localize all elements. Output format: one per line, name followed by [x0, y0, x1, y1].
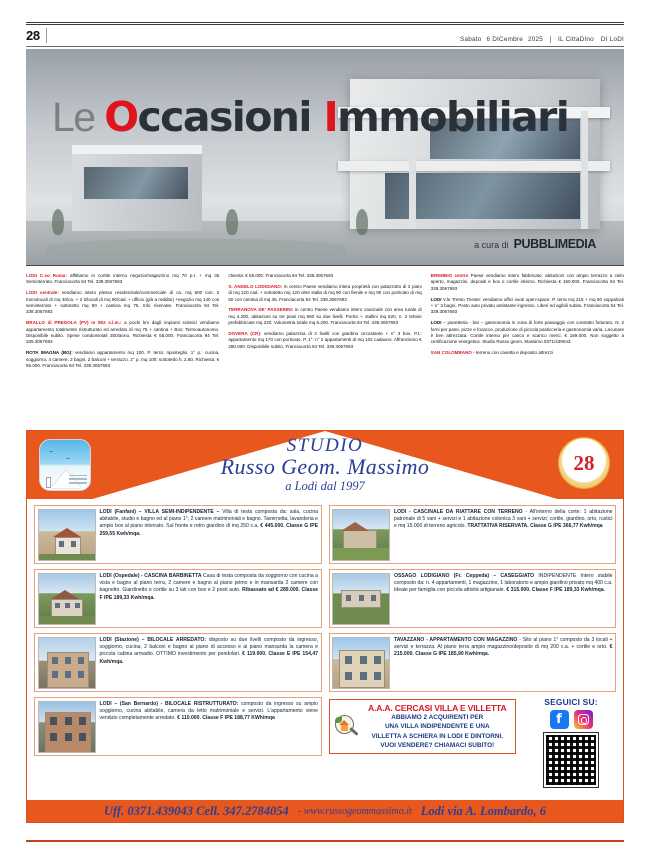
advert-address: Lodi via A. Lombardo, 6 — [420, 803, 547, 818]
anniversary-badge — [558, 437, 610, 489]
wanted-line-5: VUOI VENDERE? CHIAMACI SUBITO! — [380, 741, 495, 749]
property-price: € 445.000. Classe G IPE 259,55 Kwh/mqa. — [99, 523, 318, 537]
property-description — [394, 637, 613, 689]
property-listing[interactable] — [329, 569, 617, 628]
banner-building-column-right — [581, 111, 588, 229]
classified-body: vendiamo palazzina di 2 livelli con giardino circostante + n° 3 box. P.t.: appartamento mq 170 con porticato. P. 1°: n° 2 appartamenti di mq 102 cadauno. Affrancismo € 280.000. Disponibile subito. Franciacorta 94 Tel. 339.3067693 — [228, 330, 422, 349]
studio-russo-advert — [26, 430, 624, 823]
property-thumbnail — [332, 637, 390, 689]
banner-credit — [474, 237, 596, 251]
classified-body: vendiamo intero plesso residenziale/commerciale di ca. mq 600 con: 2 monolocali di mq 40/ca. + 2 trilocali di mq 90/cad. + ufficio (già a reddito) +negozio mq 140 con seminterrato + sottotetto mq 90 + cantina mq 75. Info riservate. Franciacorta 94 Tel. 339.3067693 — [26, 290, 220, 315]
property-price: Ribassato ad € 289.000. Classe F IPE 189,33 Kwh/mqa. — [99, 587, 318, 601]
classified-location: BREMBIO centro — [430, 273, 469, 278]
property-thumbnail — [38, 509, 96, 561]
classified-body: in centro Paese vendiamo intero cascinale con area rurale di mq 4.200, abitazioni su tre piani mq 560 su due livelli. Portici + stallini mq 520, n. 2 tettoie prefabbricate mq 220. Volumetria totale mq 6.200. Franciacorta 94 Tel. 339.3067693 — [228, 307, 422, 326]
classified-continuation: chiesta: € 55.000. Franciacorta 94 Tel. 339.3067693 — [228, 273, 334, 278]
classified-item — [26, 290, 219, 316]
masthead-paper-name: IL CittaDIno — [558, 36, 594, 43]
advert-footer — [27, 800, 623, 822]
section-banner — [26, 49, 624, 265]
property-thumbnail — [38, 637, 96, 689]
seagull-icon: ~ — [49, 449, 54, 456]
classified-location: LODI — [430, 320, 442, 326]
wanted-line-3: UNA VILLA INDIPENDENTE E UNA — [384, 723, 490, 731]
classified-column-1 — [26, 273, 219, 421]
page-number: 28 — [26, 28, 47, 43]
property-listing[interactable] — [329, 633, 617, 692]
property-head: TAVAZZANO - APPARTAMENTO CON MAGAZZINO — [394, 636, 518, 643]
property-description — [394, 573, 613, 625]
banner-building-slab-lower — [338, 161, 610, 171]
banner-building-wing-glazing — [84, 167, 188, 199]
classified-body: affittiamo in cortile interno negozio/magazzino mq 70 p.t. + mq 36 Seminterrato. Franciacorta 94 Tel. 339.3067693 — [26, 273, 220, 285]
property-price: € 119.000. Classe E IPE 154,47 Kwh/mqa. — [99, 651, 318, 665]
seagull-icon: ~ — [66, 456, 71, 463]
property-head: LODI (Ospedale) - CASCINA BARBINETTA — [99, 572, 202, 579]
masthead — [26, 0, 624, 47]
property-head: LODI (Stazione) – BILOCALE ARREDATO: — [99, 636, 207, 643]
banner-bottom-rule — [26, 265, 624, 266]
instagram-icon[interactable] — [574, 710, 593, 729]
masthead-weekday: Sabato — [460, 36, 482, 43]
classified-item — [26, 320, 219, 346]
advert-phone[interactable]: Uff. 0371.439043 Cell. 347.2784054 — [103, 803, 289, 818]
anniversary-badge-number: 28 — [573, 450, 595, 475]
property-body: composto da ingresso su ampio soggiorno, cucina abitabile, camera da letto matrimoniale e servizi. L'appartamento viene venduto completamente arredato. — [99, 700, 318, 722]
property-head: OSSAGO LODIGIANO (Fr. Ceppeda) – CASEGGIATO — [394, 572, 535, 579]
classified-column-3 — [431, 273, 624, 421]
classified-location: BRALLO di PREGOLA (PV) m 952 s.l.m.: — [26, 320, 122, 326]
property-body: Villa di testa composta da: sala, cucina abitabile, studio e bagno ed al piano 1°, 2 camere matrimoniali e bagno. Tavernetta, lavanderia e ampio box al piano interrato. Sul fronte e retro giardino di mq 250 c.a. — [99, 508, 318, 530]
property-listing[interactable] — [34, 569, 322, 628]
property-thumbnail — [38, 701, 96, 753]
advert-bottom-row — [329, 697, 617, 787]
title-part-i: I — [323, 93, 338, 141]
masthead-publication — [558, 36, 624, 43]
advert-website[interactable]: - www.russogeommassimo.it — [297, 805, 412, 817]
classified-item — [431, 320, 624, 346]
wanted-text — [364, 703, 512, 750]
masthead-paper-city: DI LoDI — [600, 36, 624, 43]
banner-tree — [226, 209, 238, 235]
advert-listings-left — [34, 505, 322, 787]
classified-item — [228, 307, 421, 326]
classified-location: ROTA IMAGNA (BG): — [26, 350, 73, 356]
title-part-mmobiliari: mmobiliari — [337, 93, 569, 141]
classified-location: LODI centrale: — [26, 290, 59, 296]
wanted-headline: A.A.A. CERCASI VILLA E VILLETTA — [368, 703, 507, 713]
advert-title-name: Russo Geom. Massimo — [220, 454, 430, 479]
classified-item — [431, 273, 624, 292]
banner-building-wing-roof — [72, 145, 202, 154]
classified-item — [431, 297, 624, 316]
advert-title-tagline: a Lodi dal 1997 — [285, 479, 365, 493]
property-description — [394, 509, 613, 561]
classified-body: in centro Paese vendiamo intera proprietà con palazzotto di 2 piani di mq 120 cad. + sottotetto mq 120 oltre stalla di mq 90 con fienile e mq 90 con porticato di mq 50 con cantina di mq 35. Franciacorta 94 Tel. 339.3067693 — [228, 283, 422, 302]
masthead-daymonth: 6 DICembre — [486, 36, 523, 43]
banner-tree — [356, 209, 368, 235]
property-body: Casa di testa composta da soggiorno con cucina a vista e bagno al piano terra, 2 camere e bagno al piano primo e in mansarda 2 camere con bagnetto. Giardinetto e cortile su 3 lati con box e 2 posti auto. — [99, 572, 319, 594]
property-listing[interactable] — [34, 505, 322, 564]
advert-title-studio: STUDIO — [286, 435, 364, 456]
section-title — [52, 93, 569, 141]
property-head: LODI (Fanfani) – VILLA SEMI-INDIPENDENTE – — [99, 508, 220, 515]
classified-body: Paese vendiamo intero fabbricato: abitazioni con ampio terrazzo a cielo aperto, magazzini, depositi e box e cortile interno. Richiesta € 150.000. Franciacorta 94 Tel. 339.3067693 — [430, 273, 624, 291]
property-description — [100, 637, 319, 689]
classified-location: DOVERA (CR): — [228, 330, 262, 336]
advert-listings-right — [329, 505, 617, 787]
property-body: - All'interno della corte: 1 abitazione patronale di 5 vani + servizi e 1 abitazione colonica 3 vani + servizi; cortile, giardino, orto, rustici e mq 15.000 di terreno agricolo. — [394, 508, 613, 530]
wanted-line-2: ABBIAMO 2 ACQUIRENTI PER — [391, 714, 484, 721]
qr-code-icon[interactable] — [544, 733, 598, 787]
classified-item — [431, 350, 624, 356]
page-bottom-rule — [26, 840, 624, 842]
property-description — [100, 509, 319, 561]
title-part-o: O — [104, 93, 138, 141]
masthead-date — [460, 36, 551, 43]
credit-label: a cura di — [474, 240, 509, 250]
property-listing[interactable] — [329, 505, 617, 564]
advert-body — [27, 499, 623, 787]
property-body: disposto su due livelli composto da ingresso, soggiorno, cucina, 2 balconi e bagno al piano di accesso e al piano mansarda la camera e piccola cabina armadio. OTTIMO investimento per pendolari. — [99, 636, 318, 658]
masthead-meta — [460, 36, 624, 43]
property-description — [100, 701, 319, 753]
wanted-properties-box — [329, 699, 517, 754]
social-follow-block — [520, 697, 616, 787]
follow-title: SEGUICI SU: — [544, 697, 598, 707]
advert-title-block — [27, 435, 623, 494]
classified-location: LODI — [430, 296, 442, 302]
advert-header — [27, 431, 623, 499]
classified-item — [26, 273, 219, 286]
banner-lawn — [46, 239, 346, 261]
title-part-ccasioni: ccasioni — [137, 93, 324, 141]
masthead-year: 2025 — [527, 36, 543, 43]
property-listing[interactable] — [34, 633, 322, 692]
wanted-line-4: VILLETTA A SCHIERA IN LODI E DINTORNI. — [371, 732, 504, 740]
classified-body: a pochi km dagli impianti sciistici vendiamo appartamento totalmente ristrutturato ed arredato di mq 75 + cantina + Box; Termoautonomo. Disponibile subito. Spese condominiali 350/anno. Richiesta € 55.000. Franciacorta 94 Tel. 339.3067693 — [26, 320, 220, 345]
classified-location: S. ANGELO LODIGIANO: — [228, 283, 283, 289]
property-thumbnail — [38, 573, 96, 625]
property-description — [100, 573, 319, 625]
property-body: - Sito al piano 1° composto da 3 locali + servizi e terrazza. Al piano terra ampio magazzino/deposito di mq 200 c.a. + cortile e orto. — [394, 636, 613, 650]
magnifier-house-icon — [334, 714, 360, 740]
classified-body: - terreno con casetta e deposito attrezzi — [471, 350, 553, 356]
facebook-icon[interactable]: f — [550, 710, 569, 729]
masthead-row — [26, 25, 624, 47]
classified-item — [228, 284, 421, 303]
property-head: LODI - CASCINALE DA RIATTARE CON TERRENO — [394, 508, 523, 515]
classified-column-2 — [228, 273, 421, 421]
credit-brand: PUBBLIMEDIA — [513, 237, 596, 251]
property-thumbnail — [332, 573, 390, 625]
social-icons — [526, 710, 616, 729]
classified-body: – panetteria - bar – gastronomia in zona di forte passaggio con contratto futturato. N. 2 forni per pane, pizze e focacce, produzione di piccola pasticceria e gastronomia varia. Lacunare è ben attrezzata. Cortile interno per carico e scarico merci. € 169.000. Non soggetto a certificazione energetica. Studio Russo geom. Massimo 0371/439043. — [430, 320, 624, 345]
property-price: € 315.000. Classe F IPE 189,33 Kwh/mqa. — [506, 587, 605, 594]
classified-ads — [26, 273, 624, 421]
property-body: INDIPENDENTE Intero stabile composto da: n. 4 appartamenti, 1 magazzino, 1 laboratorio e ampio giardino privato mq 400 c.a. Ideale per famiglia con piccola attività artigianale. — [394, 572, 613, 594]
property-head: LODI – (San Bernardo) - BILOCALE RISTRUTTURATO: — [99, 700, 239, 707]
banner-tree — [52, 209, 64, 235]
property-listing[interactable] — [34, 697, 322, 756]
classified-body: V.le Trento Trieste: vendiamo uffici vuoti open-space. P. terra mq 215 + mq 50 soppalcati + n° 3 bagni. Posto auto privato antistante ingresso. Liberi ed agibili subito. Franciacorta 94 Tel. 339.3067693 — [430, 296, 624, 315]
property-price: € 215.000. Classe G IPE 185,90 Kwh/mqa. — [394, 643, 613, 658]
classified-item — [228, 331, 421, 350]
property-price: TRATTATIVA RISERVATA. Classe G IPE 366,77 Kwh/mqa — [467, 523, 603, 530]
classified-body: vendiamo appartamento mq 100. P. terra: riposteglio. 1° p.: cucina, soggiorno, 4 camere, 2 bagni, 2 balconi + terrazzo. 2° p. mq 100: sottotetto h. 2.80. Richiesta: € 55.000. Franciacorta 94 Tel. 339.3067693 — [26, 350, 220, 368]
title-part-le: Le — [52, 94, 105, 140]
classified-location: LODI C.so Roma: — [26, 273, 67, 278]
classified-location: TERRANOVA DE' PASSERINI: — [228, 307, 294, 313]
property-price: € 110.000. Classe F IPE 188,77 KWh/mqa — [177, 715, 275, 722]
classified-item — [26, 350, 219, 369]
property-thumbnail — [332, 509, 390, 561]
classified-location: SAN COLOMBANO — [430, 350, 472, 356]
